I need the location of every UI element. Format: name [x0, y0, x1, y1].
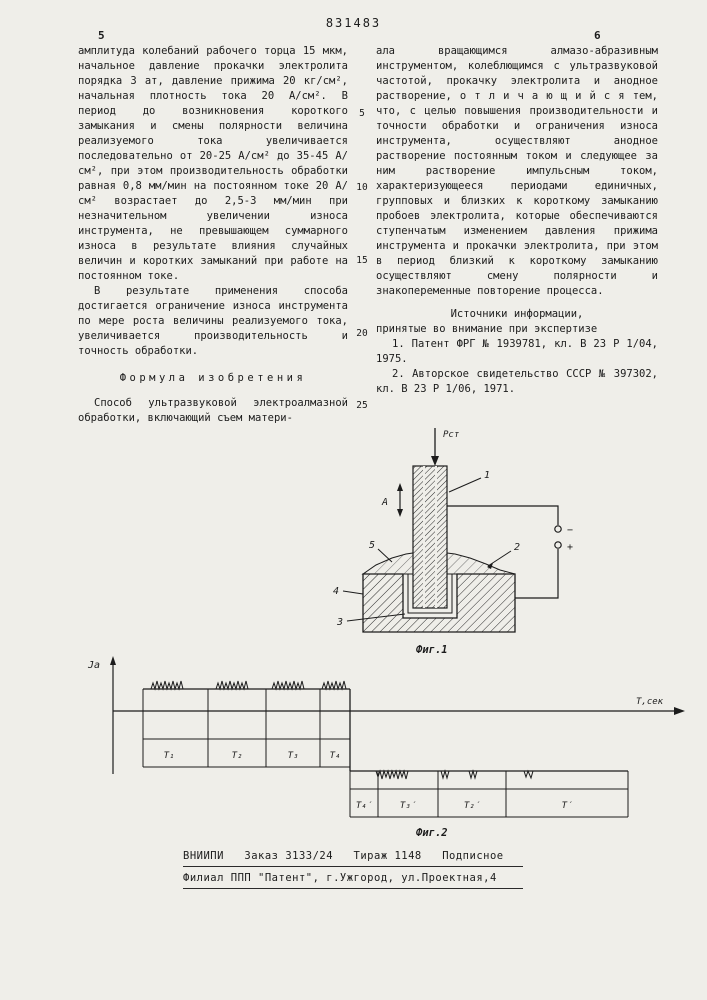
- noise-burst-1: [151, 681, 183, 689]
- source-item-1: 1. Патент ФРГ № 1939781, кл. В 23 Р 1/04, 1975.: [376, 338, 658, 365]
- figure1-label-5: 5: [369, 540, 376, 551]
- figure-1: [318, 422, 613, 658]
- down-spike-1: [441, 771, 449, 778]
- paragraph-result: В результате применения способа достигается ограничение износа инструмента по мере роста величины реализуемого тока, увеличивается производительность и точность обработки.: [78, 285, 348, 357]
- leader-line-1: [449, 478, 481, 492]
- minus-sign: −: [567, 525, 574, 536]
- paragraph-continuation: амплитуда колебаний рабочего торца 15 мкм, начальное давление прокачки электролита порядка 3 ат, давление прижима 20 кг/см², начальная плотность тока 20 А/см². В период до возникновения короткого замыкания и смены полярности величина реализуемого тока увеличивается последовательно от 20-25 А/см² до 35-45 А/см², при этом производительность обработки равная 0,8 мм/мин на постоянном токе 20 А/см² возрастает до 2,5-3 мм/мин при незначительном увеличении износа инструмента, не превышающем суммарного износа в результате влияния случайных величин и коротких замыканий при работе на постоянном токе.: [78, 45, 348, 282]
- paragraph-claim-start: Способ ультразвуковой электроалмазной обработки, включающий съем матери-: [78, 397, 348, 424]
- terminal-minus: [555, 526, 561, 532]
- leader-line-4: [343, 591, 363, 594]
- period-label-tp: T′: [561, 801, 573, 811]
- column-number-right: 6: [594, 29, 601, 42]
- period-label-t3p: T₃′: [399, 801, 417, 811]
- leader-line-5: [378, 549, 392, 562]
- paragraph-claim-body: ала вращающимся алмазо-абразивным инструментом, колеблющимся с ультразвуковой частотой, прокачку электролита и анодное растворение, о т л и ч а ю щ и й с я тем, что, с целью повышения производительности и точности обработки и ограничения износа инструмента, осуществляют анодное растворение постоянным током и следующее за ним растворение импульсным током, характеризующееся периодами единичных, групповых и близких к короткому замыканию пробоев электролита, которые обеспечиваются ступенчатым изменением давления прижима инструмента и прокачки электролита, при этом в период близкий к короткому замыканию осуществляют смену полярности и знакопеременные повторение процесса.: [376, 45, 658, 297]
- figure-1-drawing: [318, 422, 613, 658]
- period-label-t1: T₁: [163, 751, 175, 761]
- force-label: Рст: [443, 430, 460, 440]
- text-columns: [78, 44, 658, 426]
- x-axis-label: Т,сек: [636, 697, 664, 707]
- electrolyte-mound-left: [363, 553, 413, 574]
- figure-2-plot: [78, 652, 698, 844]
- plus-sign: +: [567, 542, 574, 553]
- figure2-caption: Фиг.2: [416, 827, 448, 839]
- line-number-15: 15: [356, 255, 368, 266]
- period-label-t4: T₄: [329, 751, 341, 761]
- sources-subheading: принятые во внимание при экспертизе: [376, 323, 598, 335]
- down-spike-3: [524, 771, 533, 778]
- line-number-20: 20: [356, 328, 368, 339]
- y-axis-label: Jа: [88, 660, 101, 671]
- imprint-line-1: ВНИИПИ Заказ 3133/24 Тираж 1148 Подписное: [183, 850, 523, 867]
- period-label-t2p: T₂′: [463, 801, 481, 811]
- down-spike-2: [469, 771, 477, 778]
- figure1-label-1: 1: [484, 470, 491, 481]
- patent-number: 831483: [325, 16, 382, 30]
- sources-heading: Источники информации,: [450, 308, 584, 320]
- figure1-label-4: 4: [333, 586, 340, 597]
- period-label-t2: T₂: [231, 751, 243, 761]
- noise-burst-3: [272, 681, 304, 689]
- lower-period-grid: [350, 771, 628, 817]
- down-spike-cluster: [376, 771, 408, 779]
- line-number-10: 10: [356, 182, 368, 193]
- column-number-left: 5: [98, 29, 105, 42]
- line-number-5: 5: [359, 108, 365, 119]
- right-column: [376, 44, 658, 426]
- claims-heading: Формула изобретения: [119, 372, 307, 384]
- period-label-t3: T₃: [287, 751, 299, 761]
- leader-line-2: [488, 551, 511, 566]
- noise-burst-2: [216, 681, 248, 689]
- line-number-25: 25: [356, 400, 368, 411]
- tool-drawing: [413, 466, 447, 608]
- figure1-caption: Фиг.1: [416, 644, 448, 656]
- source-item-2: 2. Авторское свидетельство СССР № 397302, кл. В 23 Р 1/06, 1971.: [376, 368, 658, 395]
- figure1-label-3: 3: [337, 617, 344, 628]
- period-label-t4p: T₄′: [355, 801, 373, 811]
- amplitude-label: А: [382, 497, 389, 508]
- wire-tool: [447, 506, 558, 525]
- imprint: [183, 850, 523, 894]
- figure-2: [78, 652, 698, 844]
- left-column: [78, 44, 348, 426]
- y-axis-arrow: [110, 656, 116, 665]
- noise-burst-4: [322, 681, 346, 689]
- x-axis-arrow: [674, 707, 685, 715]
- terminal-plus: [555, 542, 561, 548]
- imprint-line-2: Филиал ППП "Патент", г.Ужгород, ул.Проектная,4: [183, 872, 523, 889]
- force-arrow: [431, 428, 460, 466]
- amplitude-arrow: [381, 483, 403, 517]
- electrolyte-mound-right: [447, 553, 515, 574]
- wire-workpiece: [515, 549, 558, 598]
- figure1-label-2: 2: [514, 542, 521, 553]
